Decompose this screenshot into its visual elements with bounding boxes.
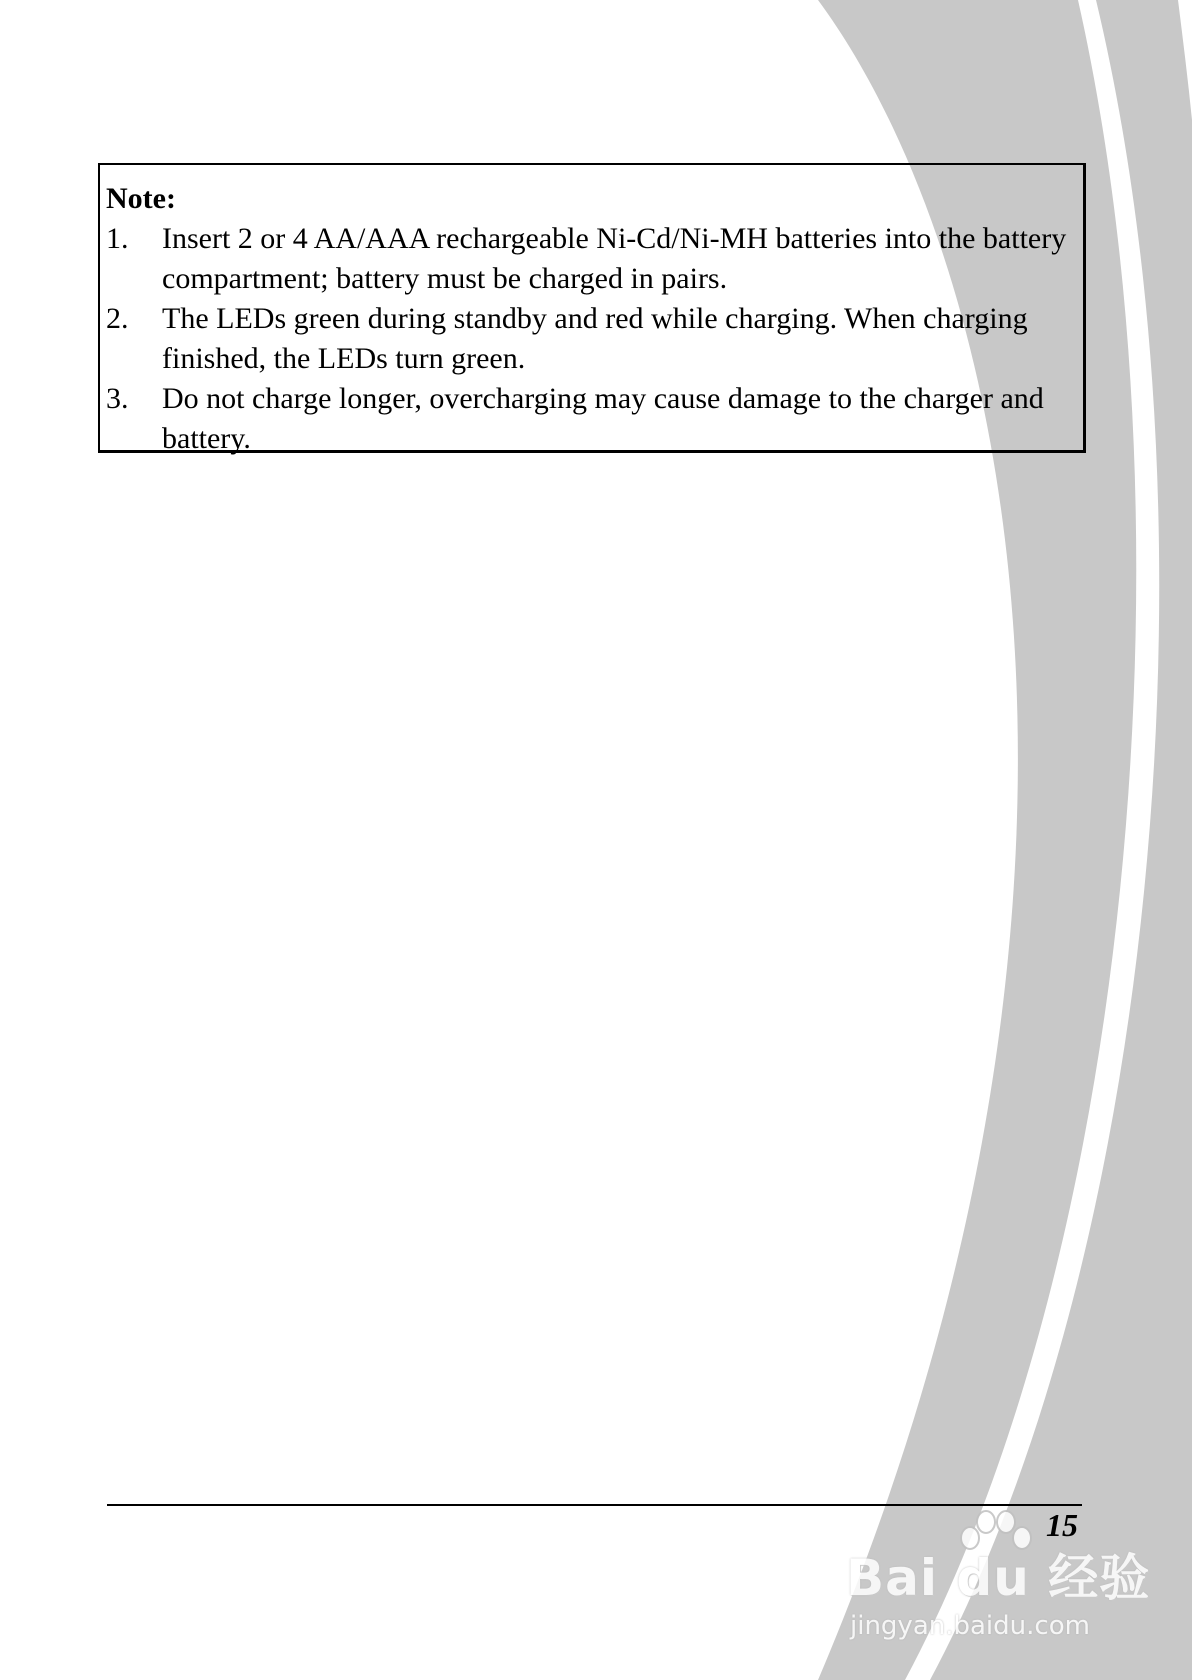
footer-rule — [107, 1504, 1082, 1506]
note-item — [106, 379, 1075, 459]
watermark-url: jingyan.baidu.com — [850, 1611, 1090, 1641]
note-heading: Note: — [106, 182, 176, 215]
page-number: 15 — [1046, 1507, 1078, 1543]
note-item-text: Insert 2 or 4 AA/AAA rechargeable Ni-Cd/Ni-MH batteries into the battery compartment; battery must be charged in pairs. — [162, 222, 1067, 295]
note-item-number: 3. — [106, 382, 129, 415]
note-item-text: The LEDs green during standby and red while charging. When charging finished, the LEDs turn green. — [162, 302, 1028, 375]
watermark-logo-text: Bai du 经验 — [846, 1549, 1151, 1607]
note-item — [106, 299, 1075, 379]
note-box — [98, 163, 1086, 453]
note-item-number: 1. — [106, 222, 129, 255]
note-item-text: Do not charge longer, overcharging may cause damage to the charger and battery. — [162, 382, 1044, 455]
note-item — [106, 219, 1075, 299]
baidu-jingyan-watermark — [846, 1508, 1151, 1658]
note-item-number: 2. — [106, 302, 129, 335]
note-list — [106, 219, 1075, 459]
